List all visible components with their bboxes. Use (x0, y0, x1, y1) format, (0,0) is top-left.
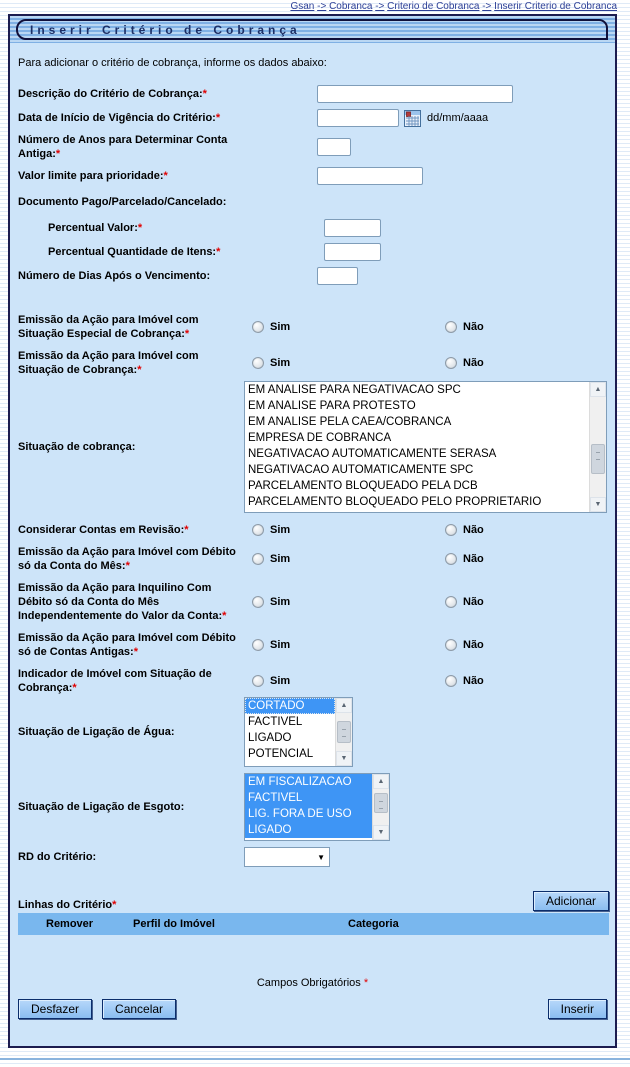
intro-text: Para adicionar o critério de cobrança, informe os dados abaixo: (18, 57, 327, 69)
inserir-button[interactable]: Inserir (548, 999, 607, 1019)
scroll-up-button[interactable]: ▲ (373, 774, 389, 789)
breadcrumb-separator: -> (317, 1, 327, 12)
field-row-num-dias (18, 267, 609, 285)
listbox-option[interactable]: NEGATIVACAO AUTOMATICAMENTE SERASA (248, 448, 497, 460)
required-asterisk: * (216, 246, 221, 258)
radio-emissao-contas-antigas-nao[interactable] (445, 639, 457, 651)
radio-row-emissao-debito-mes (18, 545, 609, 573)
campos-obrigatorios-note: Campos Obrigatórios (256, 977, 361, 989)
scroll-down-button[interactable]: ▼ (373, 825, 389, 840)
required-asterisk: * (184, 524, 189, 536)
perc-qtd-label: Percentual Quantidade de Itens: (48, 246, 217, 258)
perc-valor-input[interactable] (324, 219, 381, 237)
scrollbar-thumb[interactable] (374, 793, 388, 813)
situacao-cobranca-label: Situação de cobrança: (18, 441, 136, 453)
radio-row-emissao-especial (18, 313, 609, 341)
required-asterisk: * (215, 112, 221, 124)
radio-label-sim: Sim (270, 321, 291, 333)
emissao-especial-label: Emissão da Ação para Imóvel com Situação Especial de Cobrança: (18, 314, 199, 340)
required-asterisk: * (112, 899, 117, 911)
required-asterisk: * (184, 328, 190, 340)
title-box (16, 19, 608, 40)
num-anos-input[interactable] (317, 138, 351, 156)
emissao-debito-mes-label: Emissão da Ação para Imóvel com Débito só da Conta do Mês: (18, 546, 236, 572)
scrollbar-thumb[interactable] (591, 444, 605, 474)
listbox-option[interactable]: FACTIVEL (248, 716, 303, 728)
rd-select[interactable] (244, 847, 330, 867)
radio-label-sim: Sim (270, 357, 291, 369)
field-row-perc-valor (18, 219, 609, 237)
radio-emissao-situacao-sim[interactable] (252, 357, 264, 369)
rd-label: RD do Critério: (18, 851, 97, 863)
date-format-hint: dd/mm/aaaa (427, 112, 489, 124)
perc-valor-label: Percentual Valor: (48, 222, 138, 234)
breadcrumb-link-inserir[interactable]: Inserir Criterio de Cobranca (494, 1, 617, 12)
breadcrumb-link-cobranca[interactable]: Cobranca (329, 1, 373, 12)
lig-esgoto-listbox[interactable] (244, 773, 390, 841)
listbox-option[interactable]: PARCELAMENTO BLOQUEADO PELA DCB (248, 480, 478, 492)
scrollbar[interactable] (589, 382, 606, 512)
descricao-label: Descrição do Critério de Cobrança: (18, 88, 203, 100)
valor-limite-label: Valor limite para prioridade: (18, 170, 164, 182)
field-row-lig-esgoto (18, 773, 609, 841)
listbox-option-selected[interactable]: LIGADO (245, 822, 372, 838)
radio-emissao-contas-antigas-sim[interactable] (252, 639, 264, 651)
linhas-table-body (10, 935, 615, 969)
data-inicio-label: Data de Início de Vigência do Critério: (18, 112, 216, 124)
radio-label-sim: Sim (270, 553, 291, 565)
calendar-icon[interactable] (404, 110, 421, 127)
lig-agua-listbox[interactable] (244, 697, 353, 767)
radio-label-nao: Não (463, 596, 484, 608)
listbox-option[interactable]: EM ANALISE PARA NEGATIVACAO SPC (248, 384, 461, 396)
num-anos-label: Número de Anos para Determinar Conta Antiga: (18, 134, 228, 160)
field-row-lig-agua (18, 697, 609, 767)
listbox-option-selected[interactable]: EM FISCALIZACAO (245, 774, 372, 790)
required-asterisk: * (72, 682, 77, 694)
emissao-contas-antigas-label: Emissão da Ação para Imóvel com Débito só de Contas Antigas: (18, 632, 236, 658)
scroll-up-button[interactable]: ▲ (336, 698, 352, 713)
radio-label-nao: Não (463, 357, 484, 369)
radio-row-indicador-situacao (18, 667, 609, 695)
scrollbar-thumb[interactable] (337, 721, 351, 743)
radio-considerar-revisao-nao[interactable] (445, 524, 457, 536)
breadcrumb-separator: -> (375, 1, 385, 12)
emissao-situacao-label: Emissão da Ação para Imóvel com Situação de Cobrança: (18, 350, 199, 376)
doc-grupo-label: Documento Pago/Parcelado/Cancelado: (18, 196, 227, 208)
field-row-rd (18, 847, 609, 867)
footer-divider (0, 1058, 630, 1060)
column-categoria: Categoria (348, 918, 399, 930)
listbox-option[interactable]: PARCELAMENTO BLOQUEADO PELO PROPRIETARIO (248, 496, 542, 508)
radio-label-nao: Não (463, 639, 484, 651)
linhas-table-header (18, 913, 609, 935)
radio-label-sim: Sim (270, 639, 291, 651)
listbox-option-selected[interactable]: LIG. FORA DE USO (245, 806, 372, 822)
column-remover: Remover (46, 918, 94, 930)
radio-row-emissao-contas-antigas (18, 631, 609, 659)
field-row-situacao-cobranca (18, 381, 609, 513)
radio-indicador-situacao-nao[interactable] (445, 675, 457, 687)
cancelar-button[interactable]: Cancelar (102, 999, 176, 1019)
radio-emissao-especial-sim[interactable] (252, 321, 264, 333)
radio-considerar-revisao-sim[interactable] (252, 524, 264, 536)
breadcrumb-separator: -> (482, 1, 492, 12)
scrollbar[interactable] (372, 774, 389, 840)
scroll-down-button[interactable]: ▼ (336, 751, 352, 766)
listbox-option[interactable]: EMPRESA DE COBRANCA (248, 432, 392, 444)
descricao-input[interactable] (317, 85, 513, 103)
form-panel (8, 14, 617, 1048)
listbox-option[interactable]: POTENCIAL (248, 748, 314, 760)
radio-emissao-debito-mes-sim[interactable] (252, 553, 264, 565)
listbox-option-selected[interactable]: CORTADO (245, 698, 335, 714)
radio-indicador-situacao-sim[interactable] (252, 675, 264, 687)
linhas-header (18, 891, 609, 911)
data-inicio-input[interactable] (317, 109, 399, 127)
required-asterisk: * (222, 610, 227, 622)
scroll-down-button[interactable]: ▼ (590, 497, 606, 512)
field-row-valor-limite (18, 167, 609, 185)
chevron-down-icon: ▼ (317, 852, 325, 862)
breadcrumb (290, 1, 617, 12)
desfazer-button[interactable]: Desfazer (18, 999, 92, 1019)
linhas-label: Linhas do Critério (18, 899, 113, 911)
breadcrumb-link-criterio[interactable]: Criterio de Cobranca (387, 1, 480, 12)
situacao-cobranca-listbox[interactable] (244, 381, 607, 513)
field-row-descricao (18, 85, 609, 103)
radio-label-nao: Não (463, 321, 484, 333)
radio-label-nao: Não (463, 553, 484, 565)
required-asterisk: * (137, 364, 142, 376)
radio-emissao-situacao-nao[interactable] (445, 357, 457, 369)
required-asterisk: * (137, 222, 143, 234)
radio-row-considerar-revisao (18, 523, 609, 537)
field-row-perc-qtd (18, 243, 609, 261)
lig-esgoto-label: Situação de Ligação de Esgoto: (18, 801, 185, 813)
scrollbar[interactable] (335, 698, 352, 766)
radio-label-sim: Sim (270, 524, 291, 536)
num-dias-input[interactable] (317, 267, 358, 285)
radio-label-nao: Não (463, 524, 484, 536)
considerar-revisao-label: Considerar Contas em Revisão: (18, 524, 185, 536)
radio-label-nao: Não (463, 675, 484, 687)
indicador-situacao-label: Indicador de Imóvel com Situação de Cobrança: (18, 668, 212, 694)
required-asterisk: * (125, 560, 130, 572)
radio-emissao-inquilino-sim[interactable] (252, 596, 264, 608)
scroll-up-button[interactable]: ▲ (590, 382, 606, 397)
breadcrumb-link-gsan[interactable]: Gsan (290, 1, 315, 12)
listbox-option[interactable]: LIGADO (248, 732, 292, 744)
field-row-num-anos (18, 133, 609, 161)
num-dias-label: Número de Dias Após o Vencimento: (18, 270, 211, 282)
column-perfil: Perfil do Imóvel (133, 918, 215, 930)
group-row-documento (18, 195, 609, 209)
required-asterisk: * (163, 170, 168, 182)
radio-row-emissao-inquilino (18, 581, 609, 623)
field-row-data-inicio (18, 109, 609, 127)
listbox-option[interactable]: EM ANALISE PARA PROTESTO (248, 400, 416, 412)
listbox-option[interactable]: NEGATIVACAO AUTOMATICAMENTE SPC (248, 464, 474, 476)
emissao-inquilino-label: Emissão da Ação para Inquilino Com Débito só da Conta do Mês Independentemente do Valor da Conta: (18, 582, 223, 622)
required-asterisk: * (133, 646, 138, 658)
valor-limite-input[interactable] (317, 167, 423, 185)
radio-label-sim: Sim (270, 596, 291, 608)
radio-emissao-debito-mes-nao[interactable] (445, 553, 457, 565)
title-bar (10, 16, 615, 43)
adicionar-button[interactable]: Adicionar (533, 891, 609, 911)
page-title: Inserir Critério de Cobrança (30, 22, 301, 37)
required-asterisk: * (363, 977, 369, 989)
required-asterisk: * (202, 88, 207, 100)
lig-agua-label: Situação de Ligação de Água: (18, 726, 175, 738)
radio-emissao-especial-nao[interactable] (445, 321, 457, 333)
required-asterisk: * (55, 148, 61, 160)
radio-row-emissao-situacao (18, 349, 609, 377)
listbox-option-selected[interactable]: FACTIVEL (245, 790, 372, 806)
radio-emissao-inquilino-nao[interactable] (445, 596, 457, 608)
listbox-option[interactable]: EM ANALISE PELA CAEA/COBRANCA (248, 416, 452, 428)
perc-qtd-input[interactable] (324, 243, 381, 261)
radio-label-sim: Sim (270, 675, 291, 687)
